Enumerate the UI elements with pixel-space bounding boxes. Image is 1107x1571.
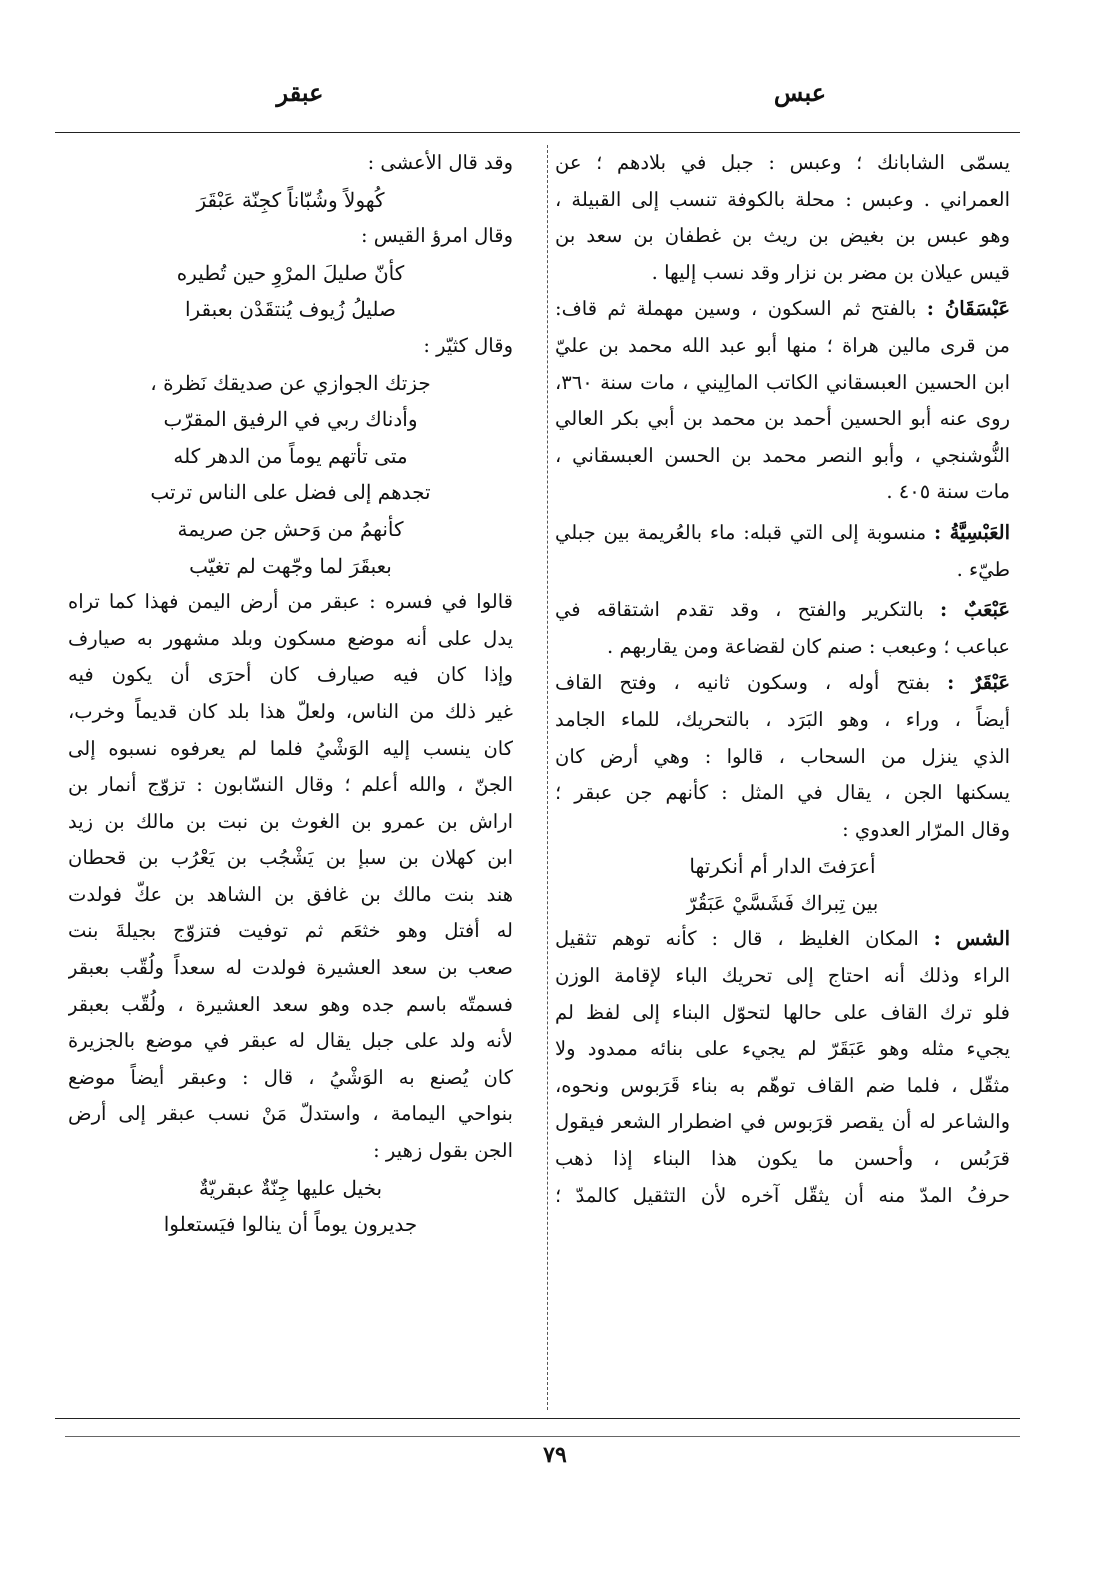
column-divider (547, 145, 548, 1410)
line-text: غير ذلك من الناس، ولعلّ هذا بلد كان قديماً وخرب، (68, 699, 513, 723)
verse-line (68, 291, 513, 328)
line-text: يجيء مثله وهو عَبَقَرّ لم يجيء على بنائه ممدود ولا (555, 1037, 1010, 1061)
line-text: وإذا كان فيه صيارف كان أحرَى أن يكون فيه (68, 663, 513, 687)
text-line (555, 702, 1010, 739)
line-text: أيضاً ، وراء ، وهو البَرَد ، بالتحريك، للماء الجامد (555, 707, 1010, 731)
line-text: من قرى مالين هراة ؛ منها أبو عبد الله محمد بن عليّ (555, 333, 1010, 357)
line-text: كأنهمُ من وَحش جن صريمة (177, 516, 404, 541)
text-line (555, 145, 1010, 182)
text-line (68, 218, 513, 255)
text-line (68, 328, 513, 365)
line-text: جزتك الجوازي عن صديقك نَظرة ، (150, 370, 431, 395)
line-text: بين تِبراك فَشَسَّيْ عَبَقُرّ (686, 890, 879, 915)
line-text: وقال كثيّر : (423, 333, 513, 357)
text-line (68, 877, 513, 914)
text-line (555, 255, 1010, 292)
line-text: صعب بن سعد العشيرة فولدت له سعداً ولُقّب بعبقر (68, 956, 513, 980)
text-line (555, 1031, 1010, 1068)
line-text: النُّوشنجي ، وأبو النصر محمد بن الحسن العبسقاني ، (555, 443, 1010, 467)
line-text: وأدناك ربي في الرفيق المقرّب (163, 407, 418, 432)
line-text: الذي ينزل من السحاب ، قالوا : وهي أرض كان (555, 744, 1010, 768)
text-line (68, 621, 513, 658)
text-line (555, 1141, 1010, 1178)
line-text: روى عنه أبو الحسين أحمد بن محمد بن أبي بكر العالي (555, 407, 1010, 431)
text-line (555, 1178, 1010, 1215)
text-line (68, 1023, 513, 1060)
line-text: حرفُ المدّ منه أن يثقّل آخره لأن التثقيل كالمدّ ؛ (555, 1183, 1010, 1207)
line-text: يدل على أنه موضع مسكون وبلد مشهور به صيارف (68, 626, 513, 650)
line-text: بنواحي اليمامة ، واستدلّ مَنْ نسب عبقر إلى أرض (68, 1102, 513, 1126)
line-text: كأنّ صليلَ المرْوِ حين تُطيره (176, 260, 405, 285)
text-line (555, 1068, 1010, 1105)
text-line (555, 552, 1010, 589)
running-header-left: عبقر (276, 78, 324, 107)
text-line (555, 182, 1010, 219)
text-line (68, 767, 513, 804)
line-text: جديرون يوماً أن ينالوا فيَستعلوا (163, 1212, 418, 1237)
header-rule (55, 132, 1020, 133)
line-text: العمراني . وعبس : محلة بالكوفة تنسب إلى القبيلة ، (555, 187, 1010, 211)
line-text: والشاعر له أن يقصر قرَبوس في اضطرار الشعر فيقول (555, 1110, 1010, 1134)
verse-line (555, 885, 1010, 922)
text-line (555, 401, 1010, 438)
line-text: بعبقَرَ لما وجّهت لم تغيّب (189, 553, 392, 578)
line-text: له أفتل وهو خثعَم ثم توفيت فتزوّج بجيلةَ بنت (68, 919, 513, 943)
headword: عَبْسَقَانُ : (926, 297, 1010, 321)
text-line (555, 629, 1010, 666)
text-line (555, 958, 1010, 995)
line-text: كُهولاً وشُبّاناً كجِنّة عَبْقَرَ (196, 187, 385, 212)
text-line (555, 995, 1010, 1032)
left-column (68, 145, 513, 1243)
footer-rule (55, 1418, 1020, 1419)
line-text: بالتكرير والفتح ، وقد تقدم اشتقاقه في (555, 598, 940, 622)
verse-line (68, 1170, 513, 1207)
line-text: المكان الغليظ ، قال : كأنه توهم تثقيل (555, 927, 934, 951)
footer-rule-secondary (65, 1436, 1020, 1437)
text-line (68, 987, 513, 1024)
text-line (555, 438, 1010, 475)
text-line (68, 731, 513, 768)
line-text: بالفتح ثم السكون ، وسين مهملة ثم قاف: (555, 297, 927, 321)
text-line (68, 950, 513, 987)
line-text: قيس عيلان بن مضر بن نزار وقد نسب إليها . (651, 260, 1010, 284)
line-text: مثقّل ، فلما ضم القاف توهّم به بناء قَرَبوس ونحوه، (555, 1073, 1010, 1097)
text-line (68, 840, 513, 877)
line-text: وقد قال الأعشى : (367, 151, 513, 174)
headword: عَبْعَبٌ : (939, 598, 1010, 622)
text-line (68, 913, 513, 950)
verse-line (68, 474, 513, 511)
headword: العَبْسِيَّةُ : (934, 520, 1010, 544)
text-line (555, 328, 1010, 365)
line-text: لأنه ولد على جبل يقال له عبقر في موضع بالجزيرة (68, 1029, 513, 1053)
text-line (68, 694, 513, 731)
verse-line (68, 182, 513, 219)
line-text: وقال امرؤ القيس : (360, 224, 513, 248)
line-text: اراش بن عمرو بن الغوث بن نبت بن مالك بن زيد (68, 809, 513, 833)
line-text: ابن كهلان بن سبإ بن يَشْجُب بن يَعْرُب بن قحطان (68, 846, 513, 870)
page-number: ٧٩ (543, 1442, 567, 1468)
text-line (555, 921, 1010, 958)
line-text: مات سنة ٤٠٥ . (886, 480, 1010, 504)
line-text: منسوبة إلى التي قبله: ماء بالعُريمة بين جبلي (555, 520, 934, 544)
line-text: قالوا في فسره : عبقر من أرض اليمن فهذا كما تراه (68, 590, 513, 614)
line-text: بخيل عليها جِنّةٌ عبقريّةٌ (198, 1175, 383, 1200)
text-line (68, 1133, 513, 1170)
right-column (555, 145, 1010, 1214)
line-text: كان ينسب إليه الوَشْيُ فلما لم يعرفوه نسبوه إلى (68, 736, 513, 760)
text-line (555, 291, 1010, 328)
verse-line (68, 255, 513, 292)
line-text: يسمّى الشابانك ؛ وعبس : جبل في بلادهم ؛ عن (555, 151, 1010, 174)
verse-line (68, 365, 513, 402)
text-line (68, 584, 513, 621)
text-line (555, 1104, 1010, 1141)
line-text: قرَبُس ، وأحسن ما يكون هذا البناء إذا ذهب (555, 1147, 1010, 1171)
text-line (555, 365, 1010, 402)
headword: الشس : (933, 927, 1010, 951)
text-line (68, 804, 513, 841)
text-line (68, 1096, 513, 1133)
verse-line (68, 438, 513, 475)
verse-line (555, 848, 1010, 885)
verse-line (68, 548, 513, 585)
text-line (555, 775, 1010, 812)
line-text: طيّء . (956, 557, 1010, 581)
text-line (68, 657, 513, 694)
line-text: صليلُ زُيوف يُنتقَدْن بعبقرا (184, 297, 397, 322)
line-text: فسمتّه باسم جده وهو سعد العشيرة ، ولُقّب بعبقر (68, 992, 513, 1016)
text-line (555, 665, 1010, 702)
text-line (555, 592, 1010, 629)
verse-line (68, 401, 513, 438)
line-text: عباعب ؛ وعبعب : صنم كان لقضاعة ومن يقاربهم . (607, 634, 1010, 658)
text-line (555, 739, 1010, 776)
line-text: متى تأتهم يوماً من الدهر كله (173, 443, 408, 468)
line-text: يسكنها الجن ، يقال في المثل : كأنهم جن عبقر ؛ (555, 781, 1010, 805)
line-text: الراء وذلك أنه احتاج إلى تحريك الباء لإقامة الوزن (555, 964, 1010, 988)
text-line (555, 474, 1010, 511)
line-text: وهو عبس بن بغيض بن ريث بن غطفان بن سعد بن (555, 224, 1010, 248)
text-line (68, 145, 513, 182)
running-header-right: عبس (773, 78, 827, 107)
line-text: أعرَفتَ الدار أم أنكرتها (689, 854, 876, 879)
verse-line (68, 1206, 513, 1243)
text-line (68, 1060, 513, 1097)
line-text: فلو ترك القاف على حالها لتحوّل البناء إلى لفظ لم (555, 1000, 1010, 1024)
line-text: وقال المرّار العدوي : (842, 817, 1010, 841)
line-text: بفتح أوله ، وسكون ثانيه ، وفتح القاف (555, 671, 948, 695)
verse-line (68, 511, 513, 548)
text-line (555, 218, 1010, 255)
line-text: الجن بقول زهير : (373, 1139, 513, 1163)
line-text: الجنّ ، والله أعلم ؛ وقال النسّابون : تزوّج أنمار بن (68, 773, 513, 797)
text-line (555, 812, 1010, 849)
line-text: كان يُصنع به الوَشْيُ ، قال : وعبقر أيضاً موضع (68, 1065, 513, 1089)
headword: عَبْقَرٌ : (947, 671, 1010, 695)
line-text: تجدهم إلى فضل على الناس ترتب (150, 480, 431, 505)
line-text: هند بنت مالك بن غافق بن الشاهد بن عكّ فولدت (68, 882, 513, 906)
text-line (555, 515, 1010, 552)
line-text: ابن الحسين العبسقاني الكاتب المالِيني ، مات سنة ٣٦٠، (555, 370, 1010, 394)
